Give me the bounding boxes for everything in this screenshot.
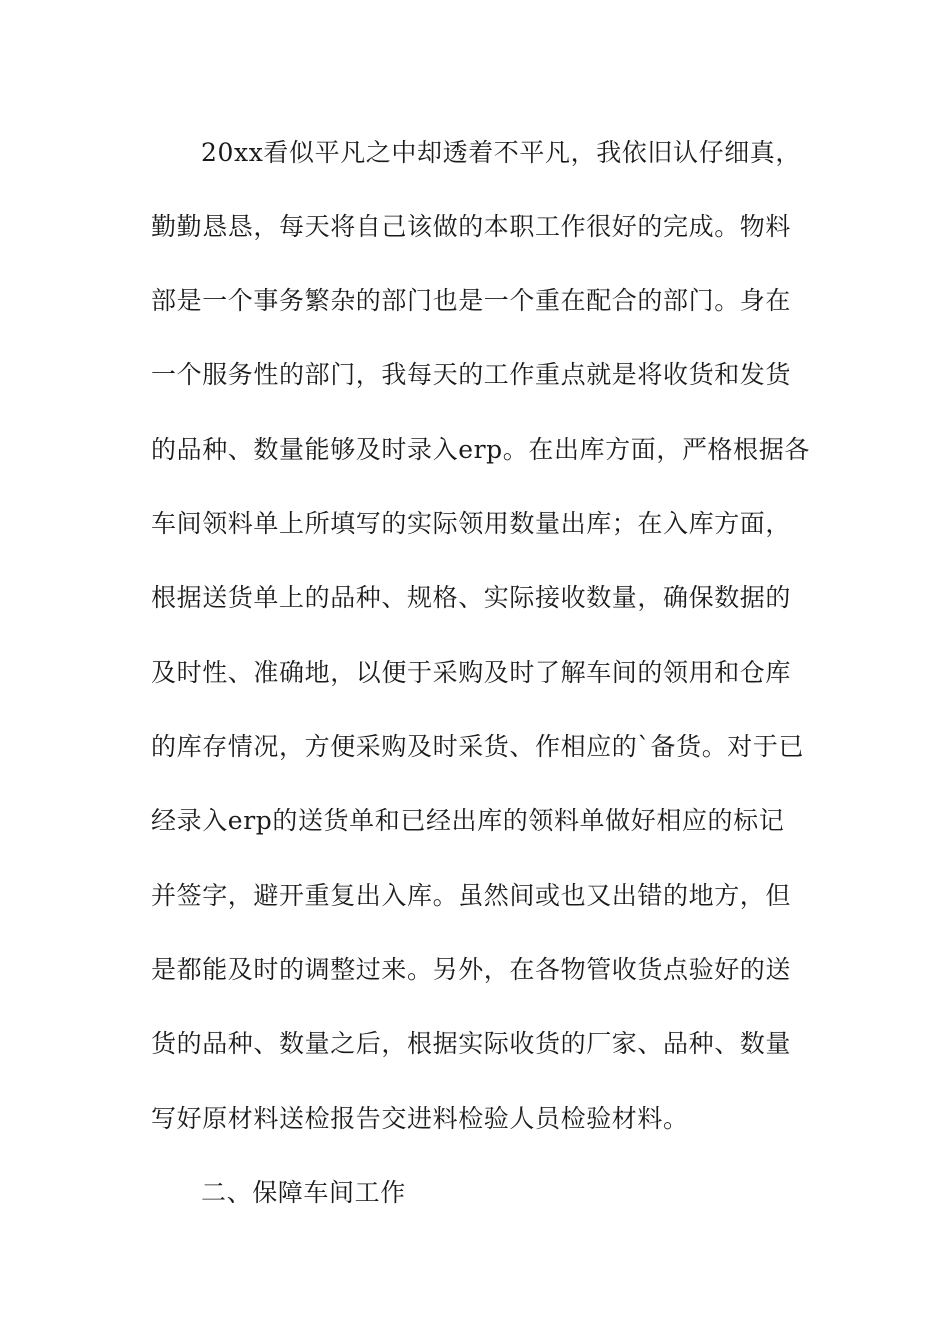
section-heading: 二、保障车间工作 (201, 1178, 406, 1207)
paragraph-line-6: 车间领料单上所填写的实际领用数量出库；在入库方面， (151, 509, 792, 538)
paragraph-line-9: 的库存情况，方便采购及时采货、作相应的`备货。对于已 (151, 732, 805, 761)
paragraph-line-10: 经录入erp的送货单和已经出库的领料单做好相应的标记 (151, 806, 785, 835)
paragraph-line-8: 及时性、准确地，以便于采购及时了解车间的领用和仓库 (151, 658, 792, 687)
paragraph-line-3: 部是一个事务繁杂的部门也是一个重在配合的部门。身在 (151, 286, 792, 315)
paragraph-line-4: 一个服务性的部门，我每天的工作重点就是将收货和发货 (151, 360, 792, 389)
paragraph-line-14: 写好原材料送检报告交进料检验人员检验材料。 (151, 1104, 689, 1133)
paragraph-line-12: 是都能及时的调整过来。另外，在各物管收货点验好的送 (151, 955, 792, 984)
paragraph-line-7: 根据送货单上的品种、规格、实际接收数量，确保数据的 (151, 583, 792, 612)
paragraph-line-2: 勤勤恳恳，每天将自己该做的本职工作很好的完成。物料 (151, 212, 792, 241)
paragraph-line-11: 并签字，避开重复出入库。虽然间或也又出错的地方，但 (151, 881, 792, 910)
paragraph-line-1: 20xx看似平凡之中却透着不平凡，我依旧认仔细真， (201, 138, 802, 167)
paragraph-line-5: 的品种、数量能够及时录入erp。在出库方面，严格根据各 (151, 435, 810, 464)
paragraph-line-13: 货的品种、数量之后，根据实际收货的厂家、品种、数量 (151, 1029, 792, 1058)
